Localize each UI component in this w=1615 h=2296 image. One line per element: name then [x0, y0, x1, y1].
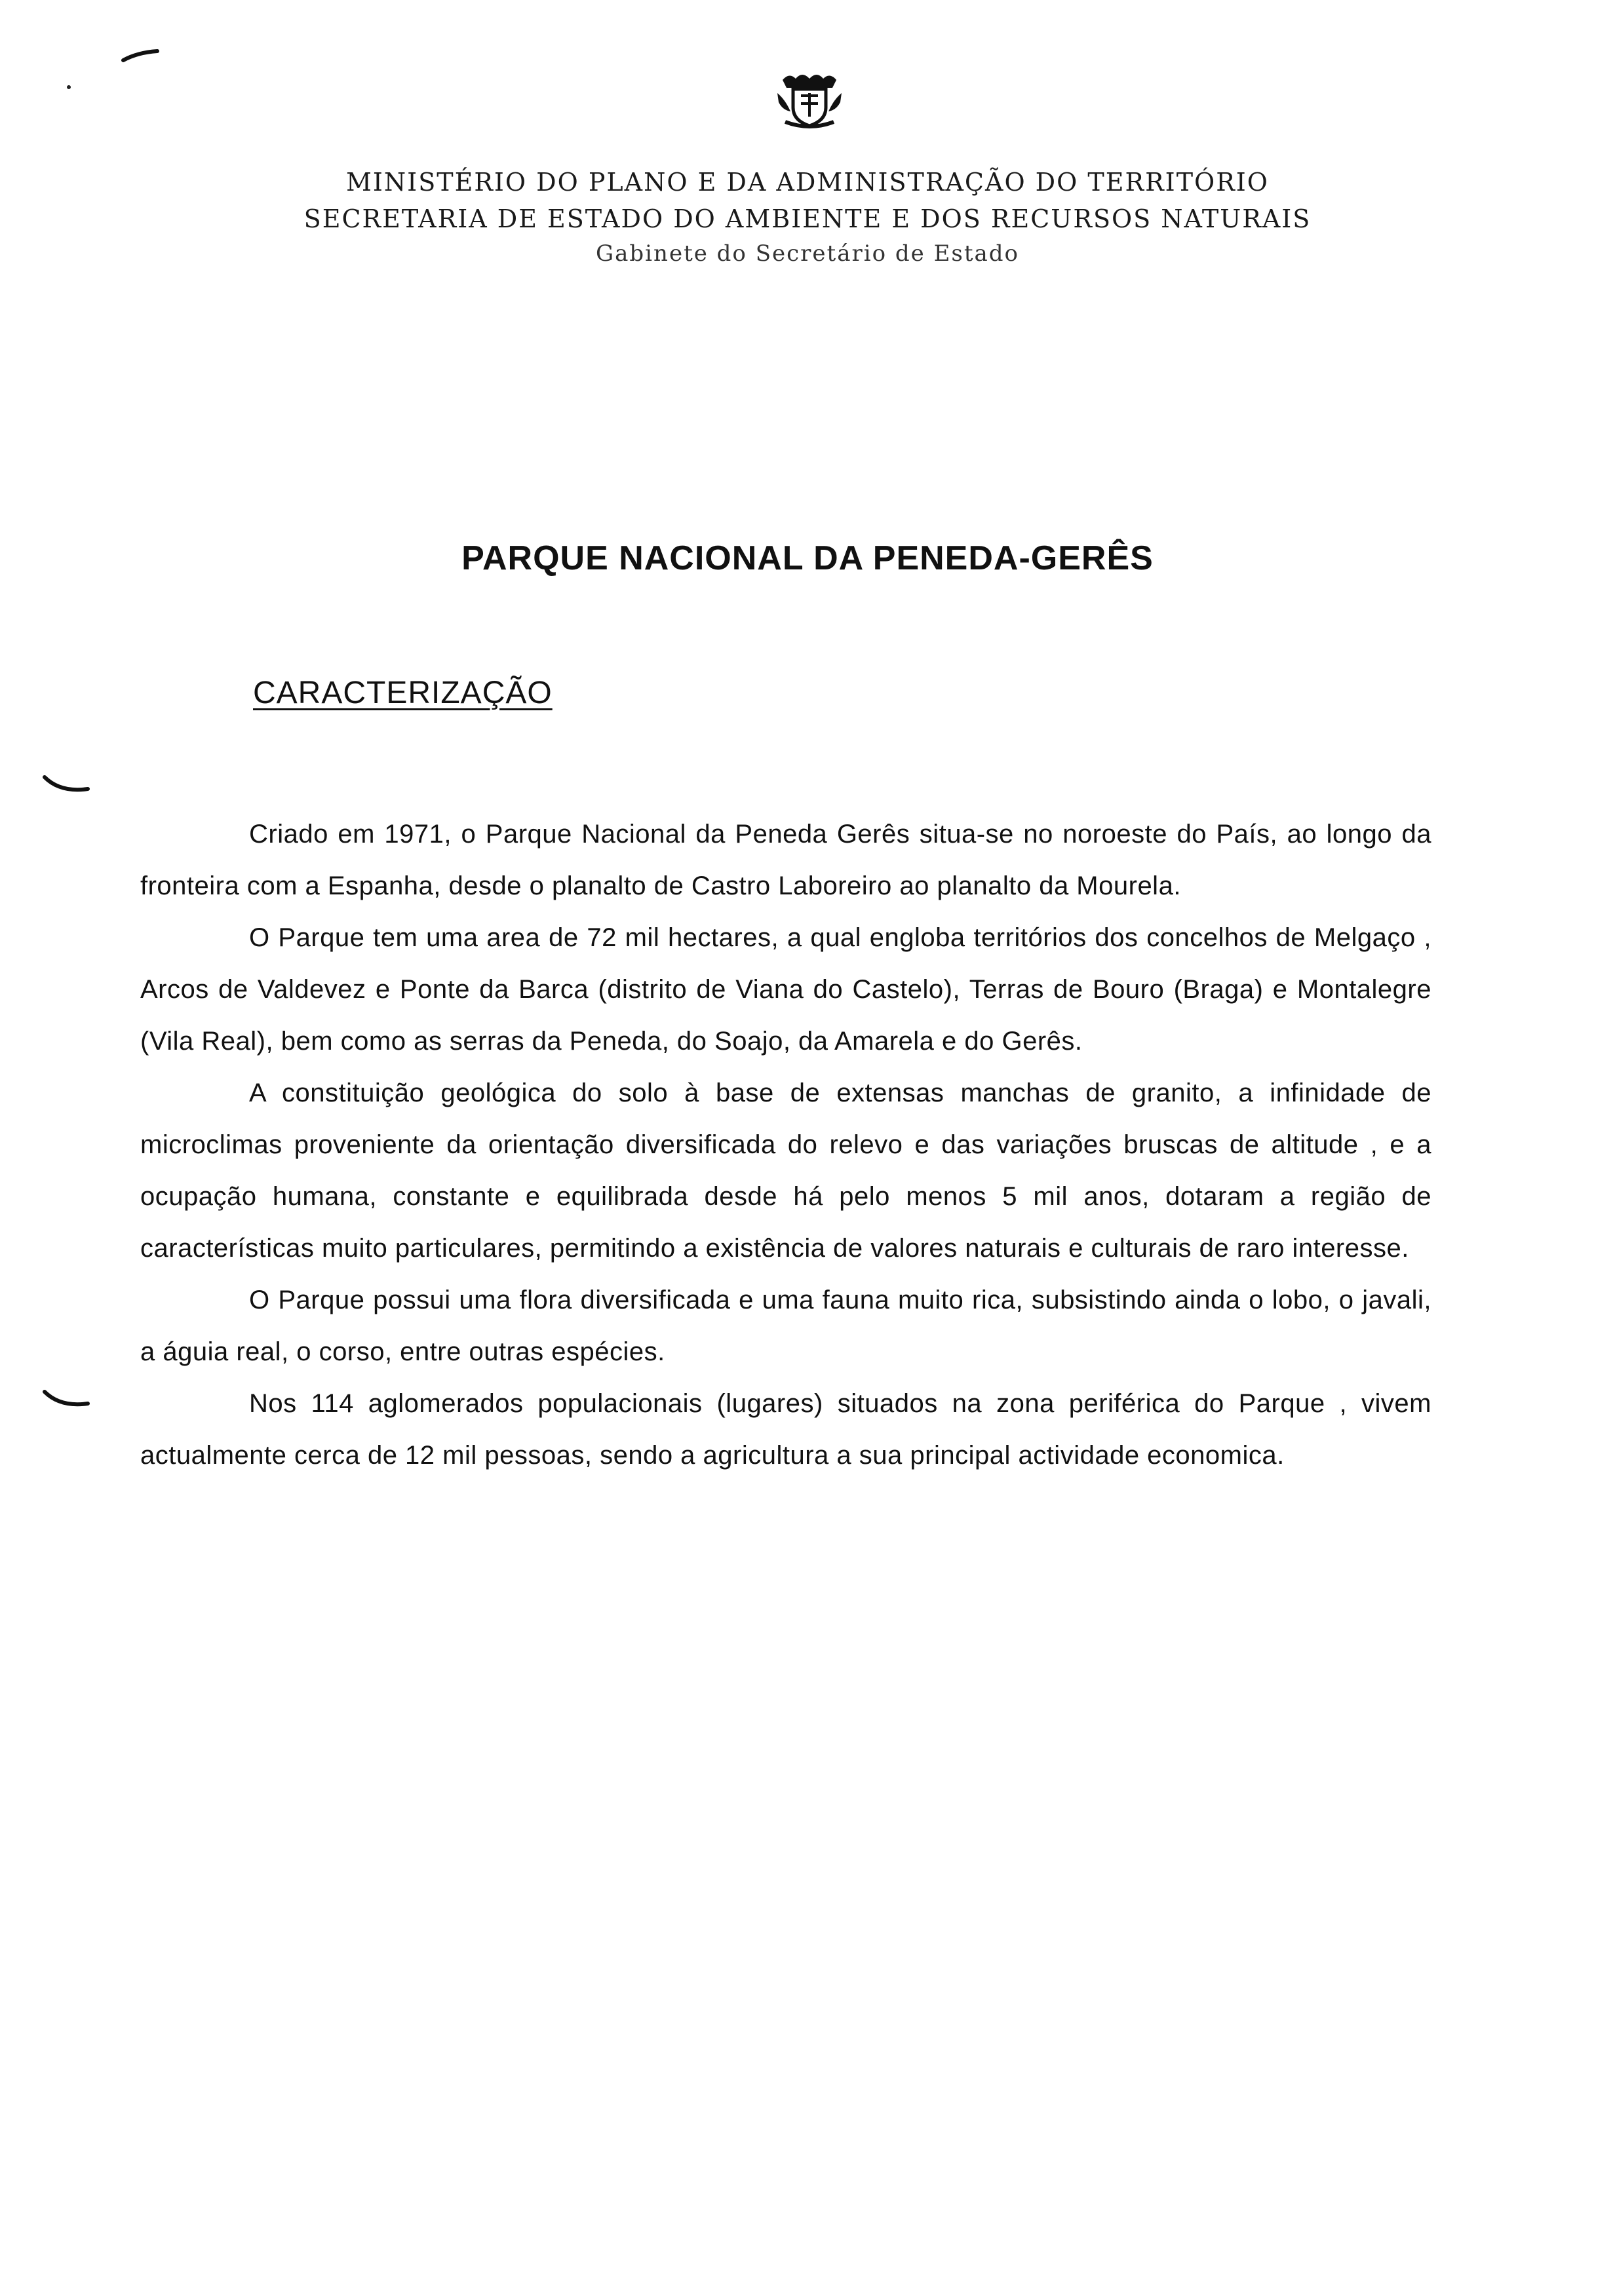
page-title: PARQUE NACIONAL DA PENEDA-GERÊS: [461, 539, 1154, 577]
secretariat-name: SECRETARIA DE ESTADO DO AMBIENTE E DOS RECURSOS NATURAIS: [303, 204, 1312, 233]
paragraph: Criado em 1971, o Parque Nacional da Peneda Gerês situa-se no noroeste do País, ao longo da fronteira com a Espanha, desde o planalto de Castro Laboreiro ao planalto da Mourela.: [140, 820, 1431, 900]
ministry-name: MINISTÉRIO DO PLANO E DA ADMINISTRAÇÃO DO TERRITÓRIO: [346, 168, 1269, 197]
section-heading: CARACTERIZAÇÃO: [253, 676, 553, 710]
paragraph: A constituição geológica do solo à base de extensas manchas de granito, a infinidade de microclimas proveniente da orientação diversificada do relevo e das variações bruscas de altitude , e a ocupação humana, constante e equilibrada desde há pelo menos 5 mil anos, dotaram a região de características muito particulares, permitindo a existência de valores naturais e culturais de raro interesse.: [140, 1079, 1431, 1263]
coat-of-arms-icon: [773, 60, 846, 132]
scan-mark-top-left: [118, 46, 164, 66]
office-name: Gabinete do Secretário de Estado: [595, 240, 1020, 267]
paragraph: O Parque possui uma flora diversificada e uma fauna muito rica, subsistindo ainda o lobo, o javali, a águia real, o corso, entre outras espécies.: [140, 1286, 1431, 1366]
body-text: [140, 809, 1431, 1482]
paragraph: O Parque tem uma area de 72 mil hectares, a qual engloba territórios dos concelhos de Melgaço , Arcos de Valdevez e Ponte da Barca (distrito de Viana do Castelo), Terras de Bouro (Braga) e Montalegre (Vila Real), bem como as serras da Peneda, do Soajo, da Amarela e do Gerês.: [140, 923, 1431, 1056]
punch-hole-mark-upper: [41, 773, 93, 799]
letterhead: [0, 164, 1615, 270]
scan-dot: [66, 84, 72, 90]
paragraph: Nos 114 aglomerados populacionais (lugares) situados na zona periférica do Parque , vivem actualmente cerca de 12 mil pessoas, sendo a agricultura a sua principal actividade economica.: [140, 1389, 1431, 1470]
punch-hole-mark-lower: [41, 1388, 93, 1414]
